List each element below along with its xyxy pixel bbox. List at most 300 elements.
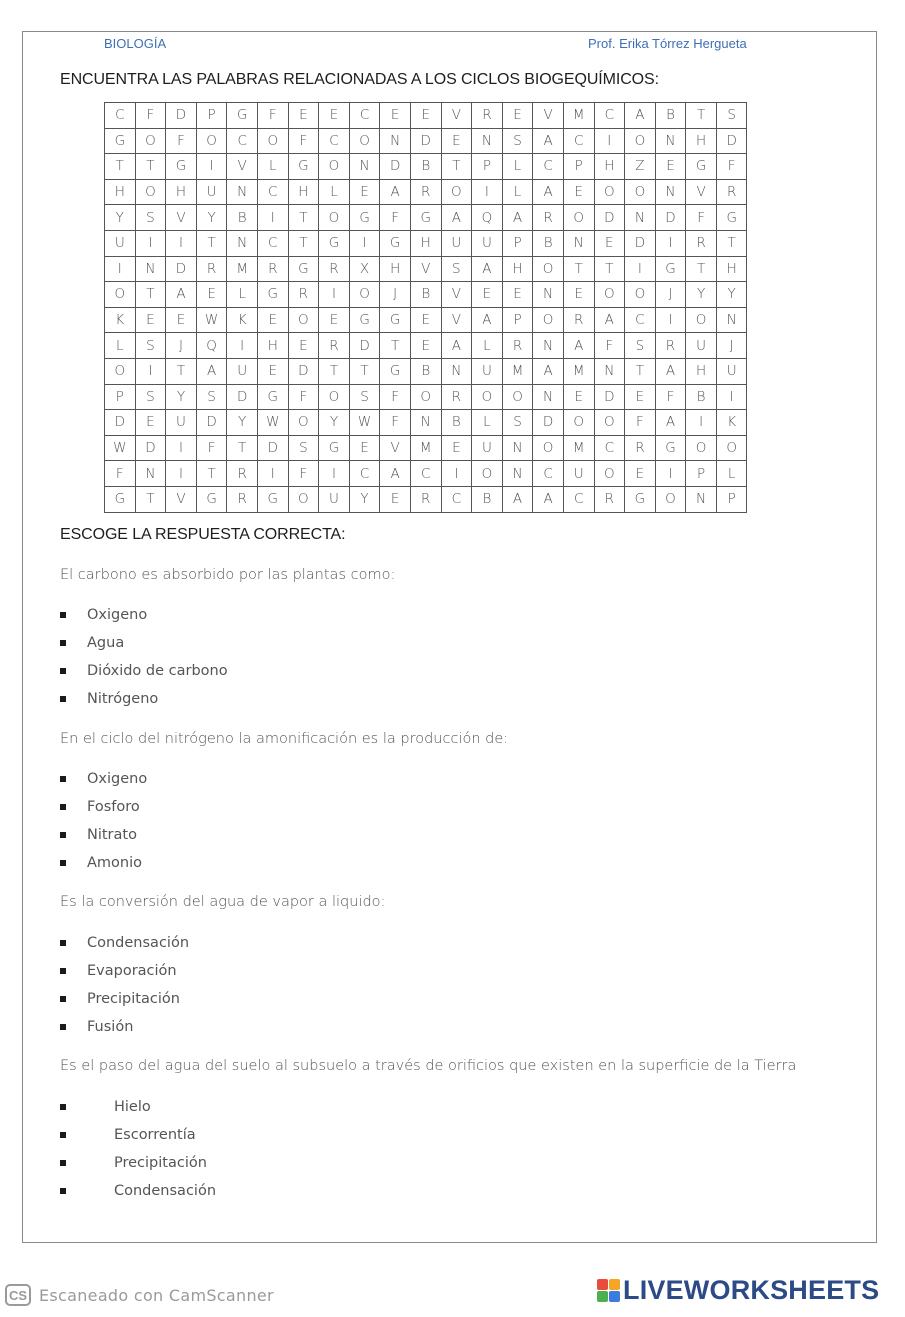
grid-cell[interactable]: K	[227, 307, 258, 333]
grid-cell[interactable]: Y	[686, 282, 717, 308]
grid-cell[interactable]: O	[319, 205, 350, 231]
grid-cell[interactable]: S	[288, 435, 319, 461]
grid-cell[interactable]: E	[135, 307, 166, 333]
grid-cell[interactable]: O	[105, 358, 136, 384]
grid-cell[interactable]: E	[257, 307, 288, 333]
grid-cell[interactable]: A	[472, 256, 503, 282]
grid-cell[interactable]: O	[594, 461, 625, 487]
grid-cell[interactable]: F	[135, 103, 166, 129]
option-item[interactable]	[60, 629, 228, 657]
grid-cell[interactable]: B	[410, 282, 441, 308]
grid-cell[interactable]: G	[166, 154, 197, 180]
grid-cell[interactable]: E	[349, 179, 380, 205]
grid-cell[interactable]: N	[686, 486, 717, 512]
grid-cell[interactable]: C	[257, 179, 288, 205]
grid-cell[interactable]: O	[472, 384, 503, 410]
grid-cell[interactable]: E	[563, 384, 594, 410]
grid-cell[interactable]: F	[594, 333, 625, 359]
grid-cell[interactable]: I	[257, 205, 288, 231]
grid-cell[interactable]: C	[105, 103, 136, 129]
grid-cell[interactable]: F	[288, 128, 319, 154]
grid-cell[interactable]: O	[288, 307, 319, 333]
grid-cell[interactable]: E	[625, 461, 656, 487]
grid-cell[interactable]: T	[288, 205, 319, 231]
grid-cell[interactable]: O	[410, 384, 441, 410]
option-item[interactable]	[60, 793, 147, 821]
grid-cell[interactable]: T	[135, 154, 166, 180]
grid-cell[interactable]: H	[410, 230, 441, 256]
grid-cell[interactable]: N	[716, 307, 747, 333]
grid-cell[interactable]: H	[257, 333, 288, 359]
grid-cell[interactable]: I	[349, 230, 380, 256]
grid-cell[interactable]: E	[410, 333, 441, 359]
grid-cell[interactable]: T	[380, 333, 411, 359]
grid-cell[interactable]: A	[533, 128, 564, 154]
grid-cell[interactable]: C	[563, 128, 594, 154]
grid-cell[interactable]: Y	[105, 205, 136, 231]
grid-cell[interactable]: V	[441, 103, 472, 129]
grid-cell[interactable]: R	[594, 486, 625, 512]
grid-cell[interactable]: I	[257, 461, 288, 487]
grid-cell[interactable]: Z	[625, 154, 656, 180]
liveworksheets-brand[interactable]	[597, 1275, 879, 1306]
grid-cell[interactable]: P	[502, 230, 533, 256]
option-item[interactable]	[60, 765, 147, 793]
grid-cell[interactable]: I	[716, 384, 747, 410]
option-item[interactable]	[60, 1149, 216, 1177]
grid-cell[interactable]: G	[410, 205, 441, 231]
grid-cell[interactable]: R	[655, 333, 686, 359]
grid-cell[interactable]: H	[686, 358, 717, 384]
grid-cell[interactable]: C	[594, 103, 625, 129]
grid-cell[interactable]: C	[625, 307, 656, 333]
grid-cell[interactable]: I	[472, 179, 503, 205]
grid-cell[interactable]: L	[502, 179, 533, 205]
grid-cell[interactable]: S	[502, 410, 533, 436]
option-item[interactable]	[60, 1177, 216, 1205]
grid-cell[interactable]: D	[625, 230, 656, 256]
grid-cell[interactable]: E	[319, 103, 350, 129]
option-item[interactable]	[60, 685, 228, 713]
grid-cell[interactable]: U	[227, 358, 258, 384]
grid-cell[interactable]: M	[227, 256, 258, 282]
grid-cell[interactable]: N	[227, 230, 258, 256]
grid-cell[interactable]: E	[288, 103, 319, 129]
grid-cell[interactable]: I	[319, 282, 350, 308]
grid-cell[interactable]: I	[441, 461, 472, 487]
grid-cell[interactable]: O	[349, 282, 380, 308]
grid-cell[interactable]: E	[166, 307, 197, 333]
grid-cell[interactable]: O	[472, 461, 503, 487]
option-item[interactable]	[60, 821, 147, 849]
grid-cell[interactable]: H	[288, 179, 319, 205]
grid-cell[interactable]: O	[563, 205, 594, 231]
grid-cell[interactable]: T	[135, 486, 166, 512]
grid-cell[interactable]: V	[227, 154, 258, 180]
grid-cell[interactable]: F	[380, 205, 411, 231]
grid-cell[interactable]: T	[594, 256, 625, 282]
grid-cell[interactable]: U	[563, 461, 594, 487]
option-item[interactable]	[60, 929, 189, 957]
grid-cell[interactable]: N	[533, 333, 564, 359]
grid-cell[interactable]: I	[686, 410, 717, 436]
grid-cell[interactable]: T	[349, 358, 380, 384]
grid-cell[interactable]: O	[288, 410, 319, 436]
grid-cell[interactable]: N	[441, 358, 472, 384]
grid-cell[interactable]: I	[166, 435, 197, 461]
grid-cell[interactable]: D	[166, 256, 197, 282]
grid-cell[interactable]: O	[441, 179, 472, 205]
grid-cell[interactable]: T	[288, 230, 319, 256]
grid-cell[interactable]: J	[380, 282, 411, 308]
grid-cell[interactable]: G	[288, 154, 319, 180]
grid-cell[interactable]: O	[625, 282, 656, 308]
grid-cell[interactable]: R	[410, 486, 441, 512]
grid-cell[interactable]: W	[257, 410, 288, 436]
grid-cell[interactable]: Y	[349, 486, 380, 512]
grid-cell[interactable]: I	[227, 333, 258, 359]
grid-cell[interactable]: A	[472, 307, 503, 333]
grid-cell[interactable]: E	[288, 333, 319, 359]
grid-cell[interactable]: S	[441, 256, 472, 282]
grid-cell[interactable]: A	[533, 179, 564, 205]
grid-cell[interactable]: O	[594, 179, 625, 205]
grid-cell[interactable]: F	[655, 384, 686, 410]
grid-cell[interactable]: G	[257, 486, 288, 512]
grid-cell[interactable]: V	[380, 435, 411, 461]
grid-cell[interactable]: L	[257, 154, 288, 180]
grid-cell[interactable]: B	[441, 410, 472, 436]
grid-cell[interactable]: F	[625, 410, 656, 436]
grid-cell[interactable]: O	[502, 384, 533, 410]
grid-cell[interactable]: M	[502, 358, 533, 384]
grid-cell[interactable]: G	[625, 486, 656, 512]
grid-cell[interactable]: V	[410, 256, 441, 282]
grid-cell[interactable]: O	[349, 128, 380, 154]
grid-cell[interactable]: E	[472, 282, 503, 308]
grid-cell[interactable]: D	[380, 154, 411, 180]
grid-cell[interactable]: I	[166, 461, 197, 487]
grid-cell[interactable]: O	[533, 256, 564, 282]
grid-cell[interactable]: O	[655, 486, 686, 512]
grid-cell[interactable]: T	[686, 103, 717, 129]
grid-cell[interactable]: V	[441, 282, 472, 308]
grid-cell[interactable]: O	[686, 307, 717, 333]
grid-cell[interactable]: T	[625, 358, 656, 384]
grid-cell[interactable]: T	[135, 282, 166, 308]
grid-cell[interactable]: P	[686, 461, 717, 487]
grid-cell[interactable]: G	[105, 128, 136, 154]
grid-cell[interactable]: R	[319, 256, 350, 282]
grid-cell[interactable]: A	[502, 205, 533, 231]
grid-cell[interactable]: N	[655, 128, 686, 154]
grid-cell[interactable]: F	[166, 128, 197, 154]
grid-cell[interactable]: J	[166, 333, 197, 359]
grid-cell[interactable]: H	[105, 179, 136, 205]
grid-cell[interactable]: E	[257, 358, 288, 384]
grid-cell[interactable]: R	[441, 384, 472, 410]
grid-cell[interactable]: Y	[166, 384, 197, 410]
grid-cell[interactable]: M	[410, 435, 441, 461]
grid-cell[interactable]: V	[441, 307, 472, 333]
grid-cell[interactable]: U	[472, 358, 503, 384]
grid-cell[interactable]: R	[686, 230, 717, 256]
grid-cell[interactable]: H	[686, 128, 717, 154]
grid-cell[interactable]: R	[196, 256, 227, 282]
grid-cell[interactable]: U	[472, 230, 503, 256]
grid-cell[interactable]: S	[502, 128, 533, 154]
grid-cell[interactable]: A	[655, 358, 686, 384]
grid-cell[interactable]: B	[410, 358, 441, 384]
option-item[interactable]	[60, 849, 147, 877]
grid-cell[interactable]: F	[257, 103, 288, 129]
grid-cell[interactable]: Q	[472, 205, 503, 231]
grid-cell[interactable]: D	[655, 205, 686, 231]
grid-cell[interactable]: P	[472, 154, 503, 180]
grid-cell[interactable]: Q	[196, 333, 227, 359]
grid-cell[interactable]: G	[257, 282, 288, 308]
grid-cell[interactable]: D	[135, 435, 166, 461]
grid-cell[interactable]: N	[410, 410, 441, 436]
grid-cell[interactable]: H	[502, 256, 533, 282]
grid-cell[interactable]: R	[563, 307, 594, 333]
grid-cell[interactable]: U	[472, 435, 503, 461]
grid-cell[interactable]: B	[655, 103, 686, 129]
grid-cell[interactable]: A	[441, 205, 472, 231]
grid-cell[interactable]: O	[319, 154, 350, 180]
grid-cell[interactable]: R	[227, 461, 258, 487]
grid-cell[interactable]: E	[563, 282, 594, 308]
grid-cell[interactable]: C	[319, 128, 350, 154]
grid-cell[interactable]: A	[196, 358, 227, 384]
grid-cell[interactable]: O	[135, 128, 166, 154]
option-item[interactable]	[60, 1013, 189, 1041]
option-item[interactable]	[60, 957, 189, 985]
grid-cell[interactable]: L	[319, 179, 350, 205]
grid-cell[interactable]: E	[380, 103, 411, 129]
grid-cell[interactable]: R	[625, 435, 656, 461]
grid-cell[interactable]: O	[594, 282, 625, 308]
grid-cell[interactable]: G	[380, 358, 411, 384]
grid-cell[interactable]: G	[319, 435, 350, 461]
grid-cell[interactable]: I	[594, 128, 625, 154]
grid-cell[interactable]: B	[410, 154, 441, 180]
grid-cell[interactable]: D	[166, 103, 197, 129]
grid-cell[interactable]: A	[166, 282, 197, 308]
grid-cell[interactable]: E	[563, 179, 594, 205]
grid-cell[interactable]: G	[655, 256, 686, 282]
grid-cell[interactable]: H	[716, 256, 747, 282]
grid-cell[interactable]: F	[380, 410, 411, 436]
grid-cell[interactable]: M	[563, 103, 594, 129]
grid-cell[interactable]: T	[563, 256, 594, 282]
option-item[interactable]	[60, 1121, 216, 1149]
grid-cell[interactable]: N	[625, 205, 656, 231]
grid-cell[interactable]: E	[625, 384, 656, 410]
grid-cell[interactable]: R	[319, 333, 350, 359]
grid-cell[interactable]: R	[288, 282, 319, 308]
grid-cell[interactable]: T	[319, 358, 350, 384]
grid-cell[interactable]: E	[441, 435, 472, 461]
grid-cell[interactable]: C	[533, 154, 564, 180]
grid-cell[interactable]: O	[686, 435, 717, 461]
grid-cell[interactable]: D	[257, 435, 288, 461]
grid-cell[interactable]: N	[563, 230, 594, 256]
grid-cell[interactable]: S	[135, 205, 166, 231]
grid-cell[interactable]: I	[135, 358, 166, 384]
grid-cell[interactable]: D	[196, 410, 227, 436]
grid-cell[interactable]: S	[135, 384, 166, 410]
grid-cell[interactable]: B	[472, 486, 503, 512]
grid-cell[interactable]: O	[196, 128, 227, 154]
grid-cell[interactable]: S	[716, 103, 747, 129]
grid-cell[interactable]: C	[441, 486, 472, 512]
grid-cell[interactable]: I	[655, 461, 686, 487]
grid-cell[interactable]: G	[380, 230, 411, 256]
option-item[interactable]	[60, 1093, 216, 1121]
grid-cell[interactable]: F	[380, 384, 411, 410]
grid-cell[interactable]: G	[319, 230, 350, 256]
grid-cell[interactable]: T	[105, 154, 136, 180]
grid-cell[interactable]: N	[502, 435, 533, 461]
grid-cell[interactable]: F	[686, 205, 717, 231]
option-item[interactable]	[60, 657, 228, 685]
grid-cell[interactable]: H	[594, 154, 625, 180]
grid-cell[interactable]: I	[655, 307, 686, 333]
grid-cell[interactable]: D	[594, 205, 625, 231]
grid-cell[interactable]: Y	[319, 410, 350, 436]
grid-cell[interactable]: N	[655, 179, 686, 205]
grid-cell[interactable]: C	[533, 461, 564, 487]
grid-cell[interactable]: O	[319, 384, 350, 410]
grid-cell[interactable]: R	[716, 179, 747, 205]
grid-cell[interactable]: N	[533, 282, 564, 308]
grid-cell[interactable]: V	[533, 103, 564, 129]
grid-cell[interactable]: U	[196, 179, 227, 205]
grid-cell[interactable]: N	[594, 358, 625, 384]
grid-cell[interactable]: E	[196, 282, 227, 308]
grid-cell[interactable]: A	[533, 486, 564, 512]
grid-cell[interactable]: M	[563, 435, 594, 461]
grid-cell[interactable]: D	[349, 333, 380, 359]
grid-cell[interactable]: E	[502, 103, 533, 129]
grid-cell[interactable]: O	[288, 486, 319, 512]
grid-cell[interactable]: T	[227, 435, 258, 461]
grid-cell[interactable]: E	[380, 486, 411, 512]
grid-cell[interactable]: O	[625, 179, 656, 205]
grid-cell[interactable]: R	[472, 103, 503, 129]
grid-cell[interactable]: C	[227, 128, 258, 154]
grid-cell[interactable]: N	[135, 461, 166, 487]
grid-cell[interactable]: O	[257, 128, 288, 154]
grid-cell[interactable]: C	[410, 461, 441, 487]
grid-cell[interactable]: E	[135, 410, 166, 436]
grid-cell[interactable]: G	[257, 384, 288, 410]
grid-cell[interactable]: H	[380, 256, 411, 282]
grid-cell[interactable]: O	[625, 128, 656, 154]
grid-cell[interactable]: S	[349, 384, 380, 410]
grid-cell[interactable]: D	[105, 410, 136, 436]
grid-cell[interactable]: D	[288, 358, 319, 384]
grid-cell[interactable]: G	[655, 435, 686, 461]
grid-cell[interactable]: U	[441, 230, 472, 256]
grid-cell[interactable]: D	[227, 384, 258, 410]
grid-cell[interactable]: O	[533, 307, 564, 333]
grid-cell[interactable]: F	[716, 154, 747, 180]
grid-cell[interactable]: G	[105, 486, 136, 512]
grid-cell[interactable]: E	[655, 154, 686, 180]
grid-cell[interactable]: O	[135, 179, 166, 205]
grid-cell[interactable]: E	[441, 128, 472, 154]
grid-cell[interactable]: R	[502, 333, 533, 359]
grid-cell[interactable]: Y	[227, 410, 258, 436]
grid-cell[interactable]: D	[533, 410, 564, 436]
grid-cell[interactable]: I	[166, 230, 197, 256]
grid-cell[interactable]: C	[257, 230, 288, 256]
grid-cell[interactable]: I	[319, 461, 350, 487]
grid-cell[interactable]: V	[166, 486, 197, 512]
grid-cell[interactable]: R	[533, 205, 564, 231]
grid-cell[interactable]: N	[135, 256, 166, 282]
grid-cell[interactable]: D	[716, 128, 747, 154]
grid-cell[interactable]: I	[105, 256, 136, 282]
grid-cell[interactable]: U	[105, 230, 136, 256]
grid-cell[interactable]: G	[716, 205, 747, 231]
grid-cell[interactable]: E	[502, 282, 533, 308]
grid-cell[interactable]: Y	[196, 205, 227, 231]
grid-cell[interactable]: O	[594, 410, 625, 436]
grid-cell[interactable]: G	[686, 154, 717, 180]
grid-cell[interactable]: G	[380, 307, 411, 333]
grid-cell[interactable]: D	[594, 384, 625, 410]
grid-cell[interactable]: P	[716, 486, 747, 512]
grid-cell[interactable]: A	[380, 179, 411, 205]
grid-cell[interactable]: E	[410, 307, 441, 333]
grid-cell[interactable]: O	[533, 435, 564, 461]
grid-cell[interactable]: S	[135, 333, 166, 359]
grid-cell[interactable]: A	[502, 486, 533, 512]
grid-cell[interactable]: T	[166, 358, 197, 384]
grid-cell[interactable]: R	[257, 256, 288, 282]
grid-cell[interactable]: N	[472, 128, 503, 154]
grid-cell[interactable]: L	[716, 461, 747, 487]
grid-cell[interactable]: L	[105, 333, 136, 359]
grid-cell[interactable]: P	[563, 154, 594, 180]
grid-cell[interactable]: I	[135, 230, 166, 256]
grid-cell[interactable]: I	[625, 256, 656, 282]
grid-cell[interactable]: N	[502, 461, 533, 487]
grid-cell[interactable]: O	[563, 410, 594, 436]
grid-cell[interactable]: L	[472, 410, 503, 436]
grid-cell[interactable]: D	[410, 128, 441, 154]
grid-cell[interactable]: A	[441, 333, 472, 359]
option-item[interactable]	[60, 601, 228, 629]
grid-cell[interactable]: K	[716, 410, 747, 436]
grid-cell[interactable]: X	[349, 256, 380, 282]
grid-cell[interactable]: S	[625, 333, 656, 359]
grid-cell[interactable]: G	[349, 205, 380, 231]
grid-cell[interactable]: F	[196, 435, 227, 461]
grid-cell[interactable]: P	[196, 103, 227, 129]
grid-cell[interactable]: B	[533, 230, 564, 256]
grid-cell[interactable]: A	[655, 410, 686, 436]
grid-cell[interactable]: E	[594, 230, 625, 256]
grid-cell[interactable]: A	[563, 333, 594, 359]
grid-cell[interactable]: T	[441, 154, 472, 180]
grid-cell[interactable]: C	[563, 486, 594, 512]
grid-cell[interactable]: O	[105, 282, 136, 308]
grid-cell[interactable]: B	[686, 384, 717, 410]
